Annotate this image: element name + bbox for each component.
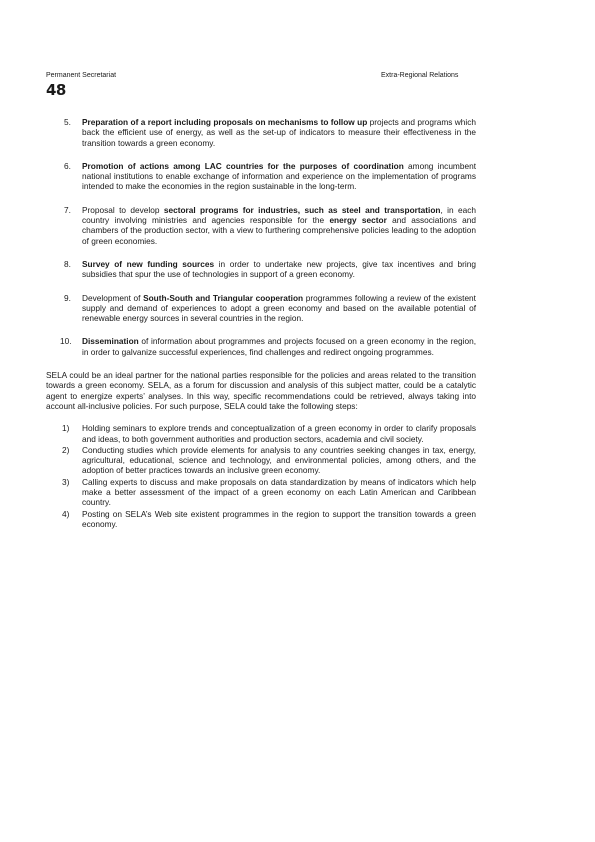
list-number: 9. bbox=[64, 292, 71, 303]
step-item bbox=[46, 477, 476, 508]
bold-text: South-South and Triangular cooperation bbox=[143, 292, 304, 303]
step-text: Calling experts to discuss and make proposals on data standardization by means of indicators which help make a better assessment of the impact of a green economy on each Latin American and Caribbean country. bbox=[82, 476, 476, 508]
header-left: Permanent Secretariat bbox=[46, 72, 117, 79]
step-text: Posting on SELA’s Web site existent programmes in the region to support the transition towards a green economy. bbox=[82, 508, 476, 529]
step-number: 1) bbox=[62, 423, 70, 434]
page-number: 48 bbox=[46, 81, 66, 99]
step-number: 4) bbox=[62, 508, 70, 519]
bold-text: sectoral programs for industries, such as steel and transportation bbox=[163, 204, 441, 215]
text: Development of bbox=[82, 292, 144, 303]
step-number: 3) bbox=[62, 476, 70, 487]
text: among incumbent national institutions to enable exchange of information and experience on the implementation of programs intended to make the economies in the region sustainable in the long-term. bbox=[82, 160, 476, 192]
text: and associations and chambers of the production sector, with a view to furthering comprehensive policies leading to the adoption of green economies. bbox=[82, 215, 476, 246]
list-item bbox=[46, 161, 476, 192]
step-text: Holding seminars to explore trends and conceptualization of a green economy in order to clarify proposals and ideas, to both government authorities and production sectors, academia and civil society. bbox=[82, 423, 476, 444]
body-paragraph: SELA could be an ideal partner for the national parties responsible for the policies and areas related to the transition towards a green economy. SELA, as a forum for discussion and analysis of this subject matter, could be a catalytic agent to energize experts’ analyses. In this way, specific recommendations could be retrieved, always taking into account all-inclusive policies. For such purpose, SELA could take the following steps: bbox=[46, 370, 476, 411]
steps-list bbox=[46, 423, 476, 529]
text: Proposal to develop bbox=[82, 204, 164, 215]
list-item bbox=[46, 205, 476, 246]
bold-text: energy sector bbox=[329, 215, 387, 226]
bold-text: Dissemination bbox=[82, 336, 139, 347]
header-right: Extra-Regional Relations bbox=[381, 72, 459, 79]
document-body bbox=[46, 117, 476, 530]
step-number: 2) bbox=[62, 444, 70, 455]
list-item bbox=[46, 259, 476, 280]
text: in order to undertake new projects, give tax incentives and bring subsidies that spur the use of technologies in support of a green economy. bbox=[82, 258, 477, 280]
numbered-list bbox=[46, 117, 476, 357]
list-item bbox=[46, 336, 476, 357]
text: programmes following a review of the existent supply and demand of experiences to adopt a green economy and based on the available potential of renewable energy sources in several countries in the region. bbox=[82, 292, 476, 324]
step-item bbox=[46, 509, 476, 530]
list-item bbox=[46, 117, 476, 148]
list-number: 8. bbox=[64, 258, 71, 269]
text: , in each country involving ministries and agencies responsible for the bbox=[82, 204, 476, 226]
bold-text: Survey of new funding sources bbox=[82, 258, 215, 269]
text: projects and programs which back the efficient use of energy, as well as the set-up of indicators to measure their effectiveness in the transition towards a green economy. bbox=[82, 117, 476, 148]
list-number: 10. bbox=[60, 336, 72, 347]
step-text: Conducting studies which provide elements for analysis to any countries seeking changes in tax, energy, agricultural, educational, science and technology, and environmental policies, among others, and the adoption of better practices towards an inclusive green economy. bbox=[82, 444, 476, 476]
step-item bbox=[46, 445, 476, 476]
list-number: 5. bbox=[64, 117, 71, 127]
text: of information about programmes and projects focused on a green economy in the region, in order to galvanize successful experiences, find challenges and redirect ongoing programmes. bbox=[82, 336, 476, 357]
bold-text: Promotion of actions among LAC countries for the purposes of coordination bbox=[82, 160, 404, 171]
list-item bbox=[46, 293, 476, 324]
list-number: 6. bbox=[64, 160, 71, 171]
bold-text: Preparation of a report including proposals on mechanisms to follow up bbox=[82, 117, 368, 127]
list-number: 7. bbox=[64, 204, 71, 215]
step-item bbox=[46, 423, 476, 444]
